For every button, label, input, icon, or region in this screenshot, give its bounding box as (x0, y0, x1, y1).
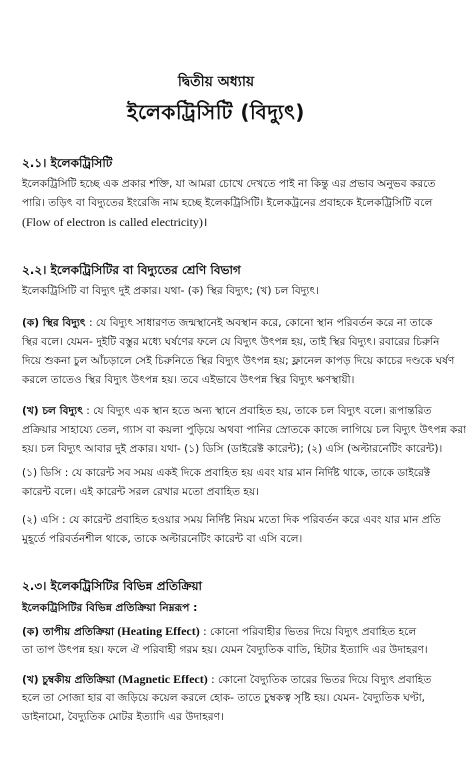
paragraph-line: মুহূর্তে পরিবর্তনশীল থাকে, তাকে অল্টারনেটিং কারেন্ট বা এসি বলে। (22, 533, 303, 545)
current-electricity-label: (খ) চল বিদ্যুৎ (22, 405, 83, 417)
heating-effect-line (22, 624, 417, 639)
paragraph-line: (Flow of electron is called electricity)। (22, 215, 208, 229)
paragraph-line: পারি। তড়িৎ বা বিদ্যুতের ইংরেজি নাম হচ্ছে ইলেকট্রিসিটি। ইলেকট্রনের প্রবাহকে ইলেকট্রিসিটি বলে (22, 197, 433, 209)
magnetic-effect-english: (Magnetic Effect) (118, 672, 208, 686)
paragraph-line: ইলেকট্রিসিটি বা বিদ্যুৎ দুই প্রকার। যথা- (ক) স্থির বিদ্যুৎ; (খ) চল বিদ্যুৎ। (22, 285, 319, 297)
paragraph-line: দিয়ে শুকনা চুল আঁচড়ালে সেই চিরুনিতে স্থির বিদ্যুৎ উৎপন্ন হয়; ফ্লানেল কাপড় দিয়ে কাচের দণ্ডকে ঘর্ষণ (22, 355, 455, 367)
magnetic-effect-text: : কোনো বৈদ্যুতিক তারের ভিতর দিয়ে বিদ্যুৎ প্রবাহিত (211, 674, 432, 686)
magnetic-effect-label: (খ) চুম্বকীয় প্রতিক্রিয়া (22, 674, 115, 686)
paragraph-line: স্থির বলে। যেমন- দুইটি বস্তুর মধ্যে ঘর্ষণের ফলে যে বিদ্যুৎ উৎপন্ন হয়, তাই স্থির বিদ্যুৎ। রবারের চিরুনি (22, 336, 440, 348)
paragraph-line: প্রক্রিয়ার সাহায্যে তেল, গ্যাস বা কয়লা পুড়িয়ে অথবা পানির স্রোতকে কাজে লাগিয়ে চল বিদ্যুৎ উৎপন্ন করা (22, 424, 466, 436)
section-2-3-heading: ২.৩। ইলেকট্রিসিটির বিভিন্ন প্রতিক্রিয়া (22, 579, 203, 593)
heating-effect-text: : কোনো পরিবাহীর ভিতর দিয়ে বিদ্যুৎ প্রবাহিত হলে (203, 626, 417, 638)
static-electricity-line (22, 316, 433, 330)
static-electricity-text: : যে বিদ্যুৎ সাধারণত জন্মস্থানেই অবস্থান করে, কোনো স্থান পরিবর্তন করে না তাকে (88, 317, 433, 329)
chapter-title: ইলেকট্রিসিটি (বিদ্যুৎ) (127, 100, 305, 124)
current-electricity-line (22, 404, 432, 418)
current-electricity-text: : যে বিদ্যুৎ এক স্থান হতে অন্য স্থানে প্রবাহিত হয়, তাকে চল বিদ্যুৎ বলে। রূপান্তরিত (86, 405, 432, 417)
static-electricity-label: (ক) স্থির বিদ্যুৎ (22, 317, 86, 329)
paragraph-line: হলে তা সোজা হার বা জড়িয়ে কয়েল করলে হোক- তাতে চুম্বকত্ব সৃষ্টি হয়। যেমন- বৈদ্যুতিক ঘণ্টা, (22, 692, 426, 704)
paragraph-line: কারেন্ট বলে। এই কারেন্ট সরল রেখার মতো প্রবাহিত হয়। (22, 486, 260, 498)
paragraph-line: ইলেকট্রিসিটি হচ্ছে এক প্রকার শক্তি, যা আমরা চোখে দেখতে পাই না কিন্তু এর প্রভাব অনুভব করতে (22, 178, 436, 190)
section-2-1-heading: ২.১। ইলেকট্রিসিটি (22, 156, 113, 170)
paragraph-line: তা তাপ উৎপন্ন হয়। ফলে ঐ পরিবাহী গরম হয়। যেমন বৈদ্যুতিক বাতি, হিটার ইত্যাদি এর উদাহরণ। (22, 644, 428, 656)
heating-effect-english: (Heating Effect) (117, 624, 200, 638)
magnetic-effect-line (22, 672, 432, 687)
subheading: ইলেকট্রিসিটির বিভিন্ন প্রতিক্রিয়া নিম্নরূপ : (22, 602, 198, 614)
chapter-label: দ্বিতীয় অধ্যায় (177, 74, 255, 90)
section-2-2-heading: ২.২। ইলেকট্রিসিটির বা বিদ্যুতের শ্রেণি বিভাগ (22, 263, 241, 277)
heating-effect-label: (ক) তাপীয় প্রতিক্রিয়া (22, 626, 115, 638)
paragraph-line: হয়। চল বিদ্যুৎ আবার দুই প্রকার। যথা- (১) ডিসি (ডাইরেক্ট কারেন্ট); (২) এসি (অল্টারনেটিং কারেন্ট)। (22, 443, 443, 455)
dc-definition-line: (১) ডিসি : যে কারেন্ট সব সময় একই দিকে প্রবাহিত হয় এবং যার মান নির্দিষ্ট থাকে, তাকে ডাইরেক্ট (22, 467, 431, 479)
paragraph-line: ডাইনামো, বৈদ্যুতিক মোটর ইত্যাদি এর উদাহরণ। (22, 711, 224, 723)
ac-definition-line: (২) এসি : যে কারেন্ট প্রবাহিত হওয়ার সময় নির্দিষ্ট নিয়ম মতো দিক পরিবর্তন করে এবং যার মান প্রতি (22, 514, 441, 526)
paragraph-line: করলে তাতেও স্থির বিদ্যুৎ উৎপন্ন হয়। তবে এইভাবে উৎপন্ন স্থির বিদ্যুৎ ক্ষণস্থায়ী। (22, 374, 355, 386)
